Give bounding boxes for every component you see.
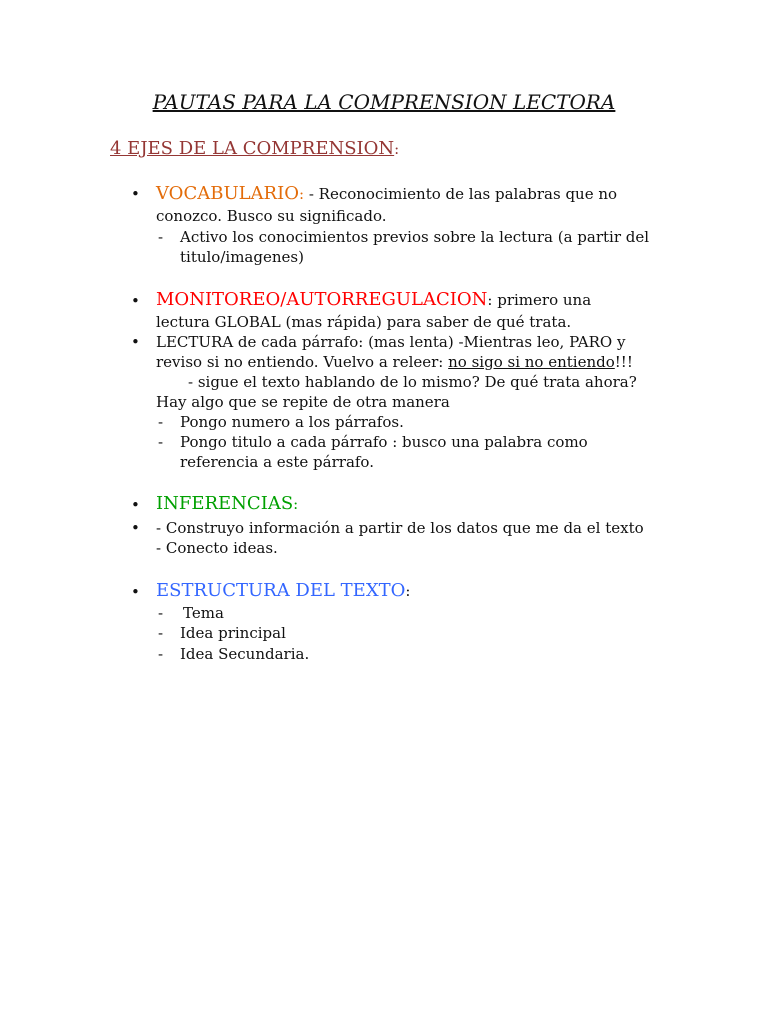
vocabulario-dash1-line1: Activo los conocimientos previos sobre la lectura (a partir del [180,228,650,246]
lectura-line2 [156,352,676,372]
estructura-heading [156,579,676,603]
page-title: PAUTAS PARA LA COMPRENSION LECTORA [152,90,616,114]
estructura-item-principal: Idea principal [180,624,286,642]
lectura-emphasis: no sigo si no entiendo [448,353,615,371]
dash-icon: - [158,604,164,622]
heading-text: 4 EJES DE LA COMPRENSION [110,138,395,159]
vocabulario-line1 [156,182,676,206]
lectura-line2-b: !!! [614,353,633,371]
monitoreo-label: MONITOREO/AUTORREGULACION [156,289,488,310]
bullet-icon: • [131,496,140,514]
dash-icon: - [158,433,164,451]
estructura-label: ESTRUCTURA DEL TEXTO [156,580,406,601]
monitoreo-line2: lectura GLOBAL (mas rápida) para saber de qué trata. [156,313,572,331]
monitoreo-dash1: Pongo numero a los párrafos. [180,413,404,431]
vocabulario-label: VOCABULARIO [156,183,299,204]
monitoreo-dash2-line1: Pongo titulo a cada párrafo : busco una palabra como [180,433,588,451]
bullet-icon: • [131,583,140,601]
estructura-item-secundaria: Idea Secundaria. [180,645,310,663]
estructura-item-tema: Tema [183,604,224,622]
lectura-line4: Hay algo que se repite de otra manera [156,393,450,411]
vocabulario-dash1 [180,227,680,267]
inferencias-item1: - Construyo información a partir de los datos que me da el texto [156,519,644,537]
vocabulario-dash1-line2: titulo/imagenes) [180,248,304,266]
dash-icon: - [158,413,164,431]
vocabulario-text: - Reconocimiento de las palabras que no [304,185,618,203]
inferencias-heading [156,492,676,516]
inferencias-item2: - Conecto ideas. [156,539,278,557]
monitoreo-dash2 [180,432,680,472]
monitoreo-dash2-line2: referencia a este párrafo. [180,453,374,471]
bullet-icon: • [131,185,140,203]
estructura-colon: : [405,582,411,600]
heading-colon: : [394,140,400,158]
monitoreo-rest: : primero una [487,291,592,309]
bullet-icon: • [131,519,140,537]
lectura-line1: LECTURA de cada párrafo: (mas lenta) -Mientras leo, PARO y [156,333,626,351]
inferencias-colon: : [293,495,299,513]
bullet-icon: • [131,292,140,310]
dash-icon: - [158,645,164,663]
vocabulario-colon: : [298,185,305,203]
lectura-line2-a: reviso si no entiendo. Vuelvo a releer: [156,353,449,371]
lectura-line3: - sigue el texto hablando de lo mismo? De qué trata ahora? [188,373,637,391]
vocabulario-line2: conozco. Busco su significado. [156,207,387,225]
monitoreo-line1 [156,288,676,312]
dash-icon: - [158,228,164,246]
bullet-icon: • [131,333,140,351]
inferencias-label: INFERENCIAS [156,493,294,514]
section-heading [110,137,399,161]
dash-icon: - [158,624,164,642]
